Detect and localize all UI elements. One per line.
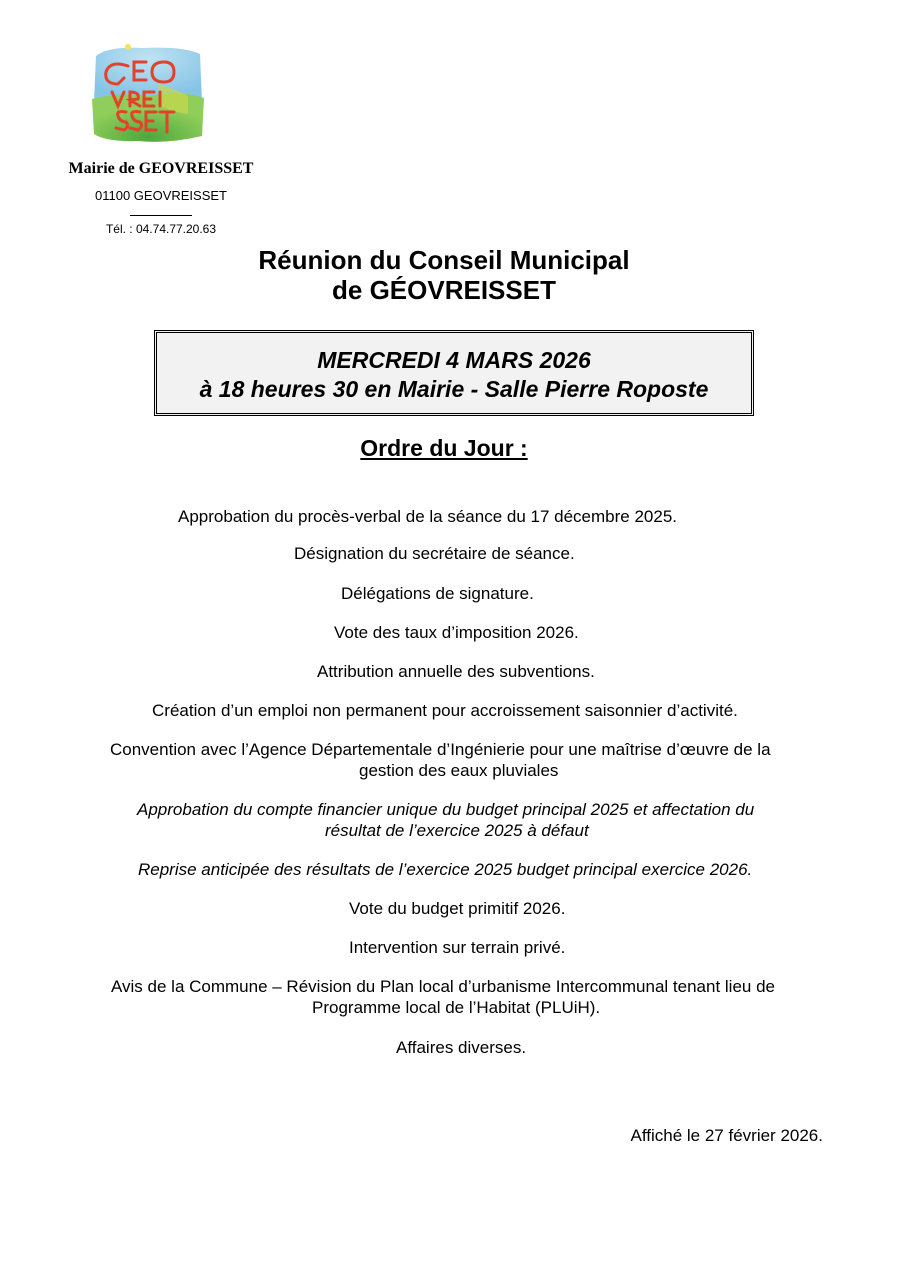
postal-address: 01100 GEOVREISSET (95, 188, 227, 203)
agenda-item: Vote du budget primitif 2026. (349, 899, 566, 918)
title-line-1: Réunion du Conseil Municipal (258, 245, 630, 275)
document-title (0, 245, 888, 305)
agenda-item-continued: Programme local de l’Habitat (PLUiH). (312, 998, 601, 1017)
agenda-item: Avis de la Commune – Révision du Plan local d’urbanisme Intercommunal tenant lieu de (111, 977, 775, 996)
meeting-place: à 18 heures 30 en Mairie - Salle Pierre Roposte (199, 376, 709, 402)
agenda-item: Vote des taux d’imposition 2026. (334, 623, 579, 642)
agenda-item-continued: gestion des eaux pluviales (359, 761, 559, 780)
agenda-item: Reprise anticipée des résultats de l’exercice 2025 budget principal exercice 2026. (138, 860, 753, 879)
agenda-item: Intervention sur terrain privé. (349, 938, 566, 957)
agenda-item: Convention avec l’Agence Départementale d’Ingénierie pour une maîtrise d’œuvre de la (110, 740, 771, 759)
agenda-item: Attribution annuelle des subventions. (317, 662, 595, 681)
meeting-info-box (154, 330, 754, 416)
meeting-date: MERCREDI 4 MARS 2026 (317, 347, 591, 373)
agenda-item: Création d’un emploi non permanent pour accroissement saisonnier d’activité. (152, 701, 738, 720)
mairie-name: Mairie de GEOVREISSET (68, 160, 254, 177)
header-divider (130, 215, 192, 216)
agenda-item-continued: résultat de l’exercice 2025 à défaut (325, 821, 589, 840)
agenda-item: Approbation du procès-verbal de la séance du 17 décembre 2025. (178, 507, 678, 526)
posted-date: Affiché le 27 février 2026. (630, 1126, 823, 1145)
agenda-item: Délégations de signature. (341, 584, 534, 603)
agenda-item: Affaires diverses. (396, 1038, 527, 1057)
agenda-heading (0, 435, 888, 462)
mairie-header (60, 158, 262, 236)
agenda-heading-text: Ordre du Jour : (360, 435, 528, 461)
commune-logo (88, 44, 206, 144)
phone-number: Tél. : 04.74.77.20.63 (105, 222, 217, 236)
agenda-item: Désignation du secrétaire de séance. (294, 544, 575, 563)
logo-graphic (88, 44, 206, 144)
agenda-item: Approbation du compte financier unique du budget principal 2025 et affectation du (137, 800, 755, 819)
title-line-2: de GÉOVREISSET (332, 275, 556, 305)
